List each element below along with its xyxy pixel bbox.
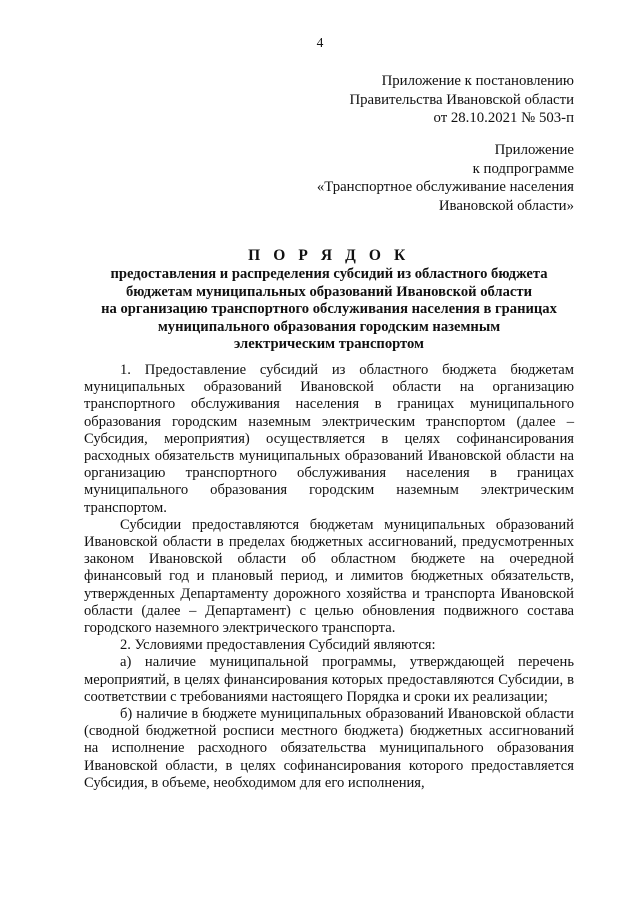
paragraph: 2. Условиями предоставления Субсидий являются: — [120, 637, 436, 654]
title-line: бюджетам муниципальных образований Ивановской области — [126, 283, 532, 300]
annex-line: к подпрограмме — [472, 160, 574, 177]
annex-subprogram-reference — [317, 141, 574, 215]
annex-line: Приложение — [494, 142, 574, 158]
title-line: предоставления и распределения субсидий из областного бюджета — [110, 266, 548, 282]
annex-resolution-reference — [349, 72, 574, 128]
title-line: муниципального образования городским наземным — [157, 318, 501, 335]
annex-line: от 28.10.2021 № 503-п — [433, 110, 574, 126]
title-line: на организацию транспортного обслуживания населения в границах — [101, 301, 557, 317]
paragraph: 1. Предоставление субсидий из областного бюджета бюджетам муниципальных образований Ивановской области на организацию транспортного обслуживания населения в границах муниципального образования городским наземным электрическим транспортом (далее – Субсидия, мероприятия) осуществляется в целях софинансирования расходных обязательств муниципальных образований Ивановской области на организацию транспортного обслуживания населения в границах муниципального образования городским наземным электрическим транспортом. — [84, 362, 574, 516]
document-body — [84, 362, 574, 792]
document-title — [84, 246, 574, 354]
annex-line: Ивановской области» — [438, 197, 574, 214]
annex-line: Приложение к постановлению — [381, 73, 574, 89]
paragraph: Субсидии предоставляются бюджетам муниципальных образований Ивановской области в пределах бюджетных ассигнований, предусмотренных законом Ивановской области об областном бюджете на очередной финансовый год и плановый период, и лимитов бюджетных обязательств, утвержденных Департаменту дорожного хозяйства и транспорта Ивановской области (далее – Департамент) с целью обновления подвижного состава городского наземного электрического транспорта. — [84, 516, 574, 637]
paragraph: а) наличие муниципальной программы, утверждающей перечень мероприятий, в целях финансирования которых предоставляются Субсидии, в соответствии с требованиями настоящего Порядка и сроки их реализации; — [84, 654, 574, 705]
paragraph: б) наличие в бюджете муниципальных образований Ивановской области (сводной бюджетной росписи местного бюджета) бюджетных ассигнований на исполнение расходного обязательства муниципального образования Ивановской области, в целях софинансирования которого предоставляется Субсидия, в объеме, необходимом для его исполнения, — [84, 706, 574, 791]
title-heading: П О Р Я Д О К — [248, 247, 410, 264]
title-line: электрическим транспортом — [234, 336, 424, 352]
annex-line: «Транспортное обслуживание населения — [316, 179, 574, 195]
page-number: 4 — [316, 35, 324, 50]
annex-line: Правительства Ивановской области — [349, 91, 574, 108]
